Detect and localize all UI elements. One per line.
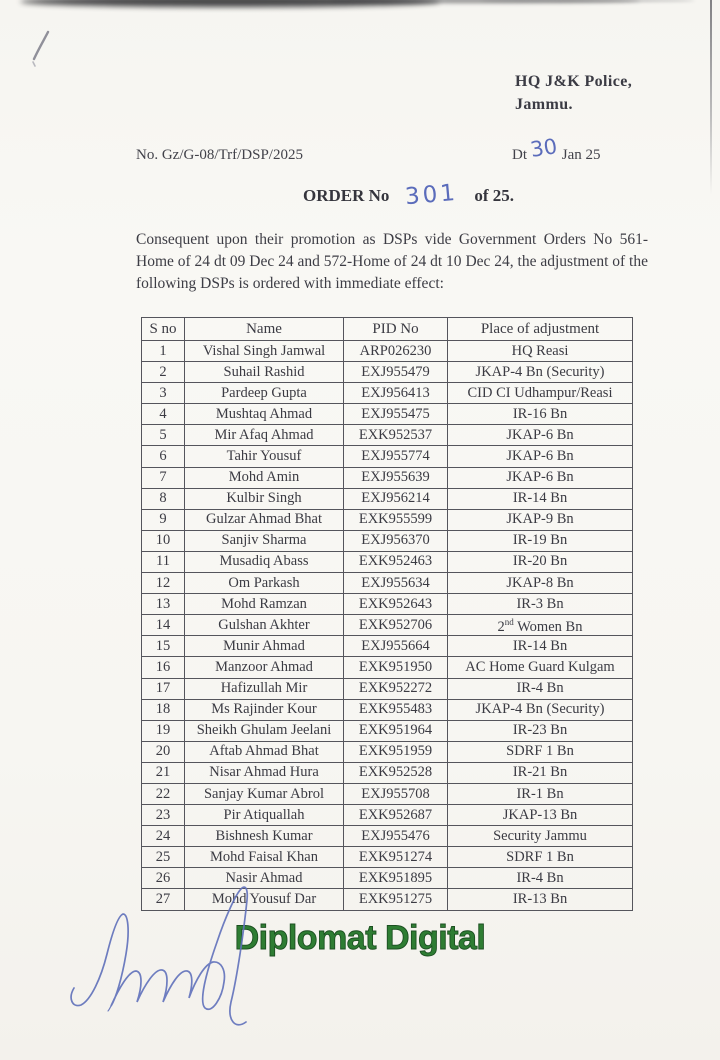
order-prefix: ORDER No [303, 186, 390, 205]
cell-pid: EXK951274 [344, 847, 448, 868]
cell-place: IR-21 Bn [448, 762, 633, 783]
cell-place: IR-16 Bn [448, 404, 633, 425]
cell-pid: EXK951950 [344, 657, 448, 678]
cell-place: IR-3 Bn [448, 594, 633, 615]
table-row [142, 594, 633, 615]
cell-name: Mohd Yousuf Dar [185, 889, 344, 910]
date-line [512, 134, 601, 164]
cell-place: IR-4 Bn [448, 868, 633, 889]
cell-pid: EXJ955475 [344, 404, 448, 425]
cell-name: Sanjay Kumar Abrol [185, 783, 344, 804]
adjustment-table [141, 317, 633, 911]
letterhead-org [515, 70, 632, 116]
cell-name: Mohd Faisal Khan [185, 847, 344, 868]
cell-name: Kulbir Singh [185, 488, 344, 509]
cell-sno: 12 [142, 573, 185, 594]
cell-place: JKAP-6 Bn [448, 467, 633, 488]
cell-sno: 26 [142, 868, 185, 889]
cell-name: Bishnesh Kumar [185, 826, 344, 847]
org-line2: Jammu. [515, 96, 573, 113]
cell-sno: 6 [142, 446, 185, 467]
table-row [142, 383, 633, 404]
cell-sno: 13 [142, 594, 185, 615]
cell-place: IR-4 Bn [448, 678, 633, 699]
cell-sno: 22 [142, 783, 185, 804]
table-header-cell: PID No [344, 318, 448, 341]
cell-sno: 1 [142, 341, 185, 362]
cell-name: Mir Afaq Ahmad [185, 425, 344, 446]
reference-number: No. Gz/G-08/Trf/DSP/2025 [136, 147, 303, 163]
table-row [142, 657, 633, 678]
scan-right-edge-line [710, 0, 712, 195]
table-row [142, 678, 633, 699]
adjustment-table-wrap [141, 317, 633, 911]
cell-name: Suhail Rashid [185, 362, 344, 383]
table-row [142, 762, 633, 783]
cell-name: Sheikh Ghulam Jeelani [185, 720, 344, 741]
handwritten-order-number: 301 [404, 179, 460, 211]
cell-pid: EXJ955479 [344, 362, 448, 383]
cell-name: Hafizullah Mir [185, 678, 344, 699]
cell-pid: ARP026230 [344, 341, 448, 362]
table-row [142, 615, 633, 636]
pencil-slash-mark [26, 28, 56, 74]
order-suffix: of 25. [474, 186, 514, 205]
table-row [142, 341, 633, 362]
cell-place: IR-14 Bn [448, 636, 633, 657]
table-row [142, 720, 633, 741]
cell-sno: 14 [142, 615, 185, 636]
table-row [142, 636, 633, 657]
table-row [142, 404, 633, 425]
cell-sno: 16 [142, 657, 185, 678]
cell-name: Nisar Ahmad Hura [185, 762, 344, 783]
cell-name: Tahir Yousuf [185, 446, 344, 467]
cell-sno: 18 [142, 699, 185, 720]
cell-place: 2nd Women Bn [448, 615, 633, 636]
cell-sno: 10 [142, 530, 185, 551]
table-row [142, 488, 633, 509]
cell-sno: 17 [142, 678, 185, 699]
cell-name: Mushtaq Ahmad [185, 404, 344, 425]
cell-pid: EXJ955664 [344, 636, 448, 657]
cell-sno: 5 [142, 425, 185, 446]
cell-sno: 2 [142, 362, 185, 383]
cell-name: Munir Ahmad [185, 636, 344, 657]
table-row [142, 530, 633, 551]
table-row [142, 362, 633, 383]
cell-name: Aftab Ahmad Bhat [185, 741, 344, 762]
cell-sno: 8 [142, 488, 185, 509]
cell-place: JKAP-6 Bn [448, 425, 633, 446]
table-header-cell: S no [142, 318, 185, 341]
cell-sno: 21 [142, 762, 185, 783]
cell-name: Manzoor Ahmad [185, 657, 344, 678]
cell-place: CID CI Udhampur/Reasi [448, 383, 633, 404]
cell-pid: EXK952537 [344, 425, 448, 446]
cell-pid: EXJ955708 [344, 783, 448, 804]
cell-place: JKAP-6 Bn [448, 446, 633, 467]
cell-place: SDRF 1 Bn [448, 847, 633, 868]
cell-name: Ms Rajinder Kour [185, 699, 344, 720]
table-row [142, 826, 633, 847]
cell-place: IR-19 Bn [448, 530, 633, 551]
order-body-paragraph: Consequent upon their promotion as DSPs vide Government Orders No 561-Home of 24 dt 09 Dec 24 and 572-Home of 24 dt 10 Dec 24, the adjustment of the following DSPs is ordered with immediate effect: [136, 231, 648, 292]
cell-pid: EXJ955639 [344, 467, 448, 488]
cell-sno: 27 [142, 889, 185, 910]
cell-place: HQ Reasi [448, 341, 633, 362]
cell-place: IR-13 Bn [448, 889, 633, 910]
cell-name: Musadiq Abass [185, 551, 344, 572]
cell-pid: EXK951275 [344, 889, 448, 910]
order-title [303, 179, 514, 211]
table-header-cell: Name [185, 318, 344, 341]
table-row [142, 783, 633, 804]
cell-pid: EXK951895 [344, 868, 448, 889]
table-row [142, 573, 633, 594]
cell-pid: EXK952528 [344, 762, 448, 783]
cell-place: JKAP-9 Bn [448, 509, 633, 530]
cell-place: IR-1 Bn [448, 783, 633, 804]
cell-pid: EXK952463 [344, 551, 448, 572]
cell-name: Sanjiv Sharma [185, 530, 344, 551]
cell-pid: EXK952687 [344, 805, 448, 826]
table-row [142, 509, 633, 530]
handwritten-date-day: 30 [528, 134, 559, 162]
cell-pid: EXK955483 [344, 699, 448, 720]
table-header-row [142, 318, 633, 341]
cell-place: IR-20 Bn [448, 551, 633, 572]
table-row [142, 805, 633, 826]
table-row [142, 467, 633, 488]
table-row [142, 699, 633, 720]
cell-sno: 9 [142, 509, 185, 530]
cell-sno: 11 [142, 551, 185, 572]
cell-sno: 3 [142, 383, 185, 404]
cell-name: Pardeep Gupta [185, 383, 344, 404]
cell-pid: EXK952643 [344, 594, 448, 615]
org-line1: HQ J&K Police, [515, 73, 633, 90]
cell-sno: 24 [142, 826, 185, 847]
cell-pid: EXJ956413 [344, 383, 448, 404]
table-row [142, 847, 633, 868]
cell-place: JKAP-4 Bn (Security) [448, 699, 633, 720]
cell-name: Pir Atiquallah [185, 805, 344, 826]
cell-pid: EXJ956214 [344, 488, 448, 509]
cell-pid: EXJ956370 [344, 530, 448, 551]
cell-sno: 20 [142, 741, 185, 762]
cell-place: AC Home Guard Kulgam [448, 657, 633, 678]
watermark-text: Diplomat Digital [234, 919, 486, 957]
cell-name: Mohd Ramzan [185, 594, 344, 615]
cell-pid: EXK952706 [344, 615, 448, 636]
cell-name: Gulzar Ahmad Bhat [185, 509, 344, 530]
signature-scribble [58, 878, 293, 1058]
cell-name: Gulshan Akhter [185, 615, 344, 636]
cell-sno: 4 [142, 404, 185, 425]
cell-sno: 23 [142, 805, 185, 826]
cell-pid: EXJ955774 [344, 446, 448, 467]
cell-pid: EXJ955634 [344, 573, 448, 594]
table-row [142, 446, 633, 467]
date-suffix: Jan 25 [561, 147, 601, 163]
cell-pid: EXK951959 [344, 741, 448, 762]
cell-name: Om Parkash [185, 573, 344, 594]
cell-place: JKAP-8 Bn [448, 573, 633, 594]
table-row [142, 741, 633, 762]
cell-place: IR-23 Bn [448, 720, 633, 741]
cell-name: Vishal Singh Jamwal [185, 341, 344, 362]
cell-place: IR-14 Bn [448, 488, 633, 509]
cell-pid: EXK952272 [344, 678, 448, 699]
cell-name: Nasir Ahmad [185, 868, 344, 889]
cell-name: Mohd Amin [185, 467, 344, 488]
cell-place: JKAP-4 Bn (Security) [448, 362, 633, 383]
cell-place: Security Jammu [448, 826, 633, 847]
cell-pid: EXK951964 [344, 720, 448, 741]
cell-pid: EXJ955476 [344, 826, 448, 847]
cell-place: SDRF 1 Bn [448, 741, 633, 762]
table-row [142, 425, 633, 446]
cell-pid: EXK955599 [344, 509, 448, 530]
date-prefix: Dt [512, 147, 527, 163]
table-header-cell: Place of adjustment [448, 318, 633, 341]
cell-sno: 25 [142, 847, 185, 868]
cell-sno: 19 [142, 720, 185, 741]
table-row [142, 551, 633, 572]
cell-place: JKAP-13 Bn [448, 805, 633, 826]
cell-sno: 15 [142, 636, 185, 657]
cell-sno: 7 [142, 467, 185, 488]
